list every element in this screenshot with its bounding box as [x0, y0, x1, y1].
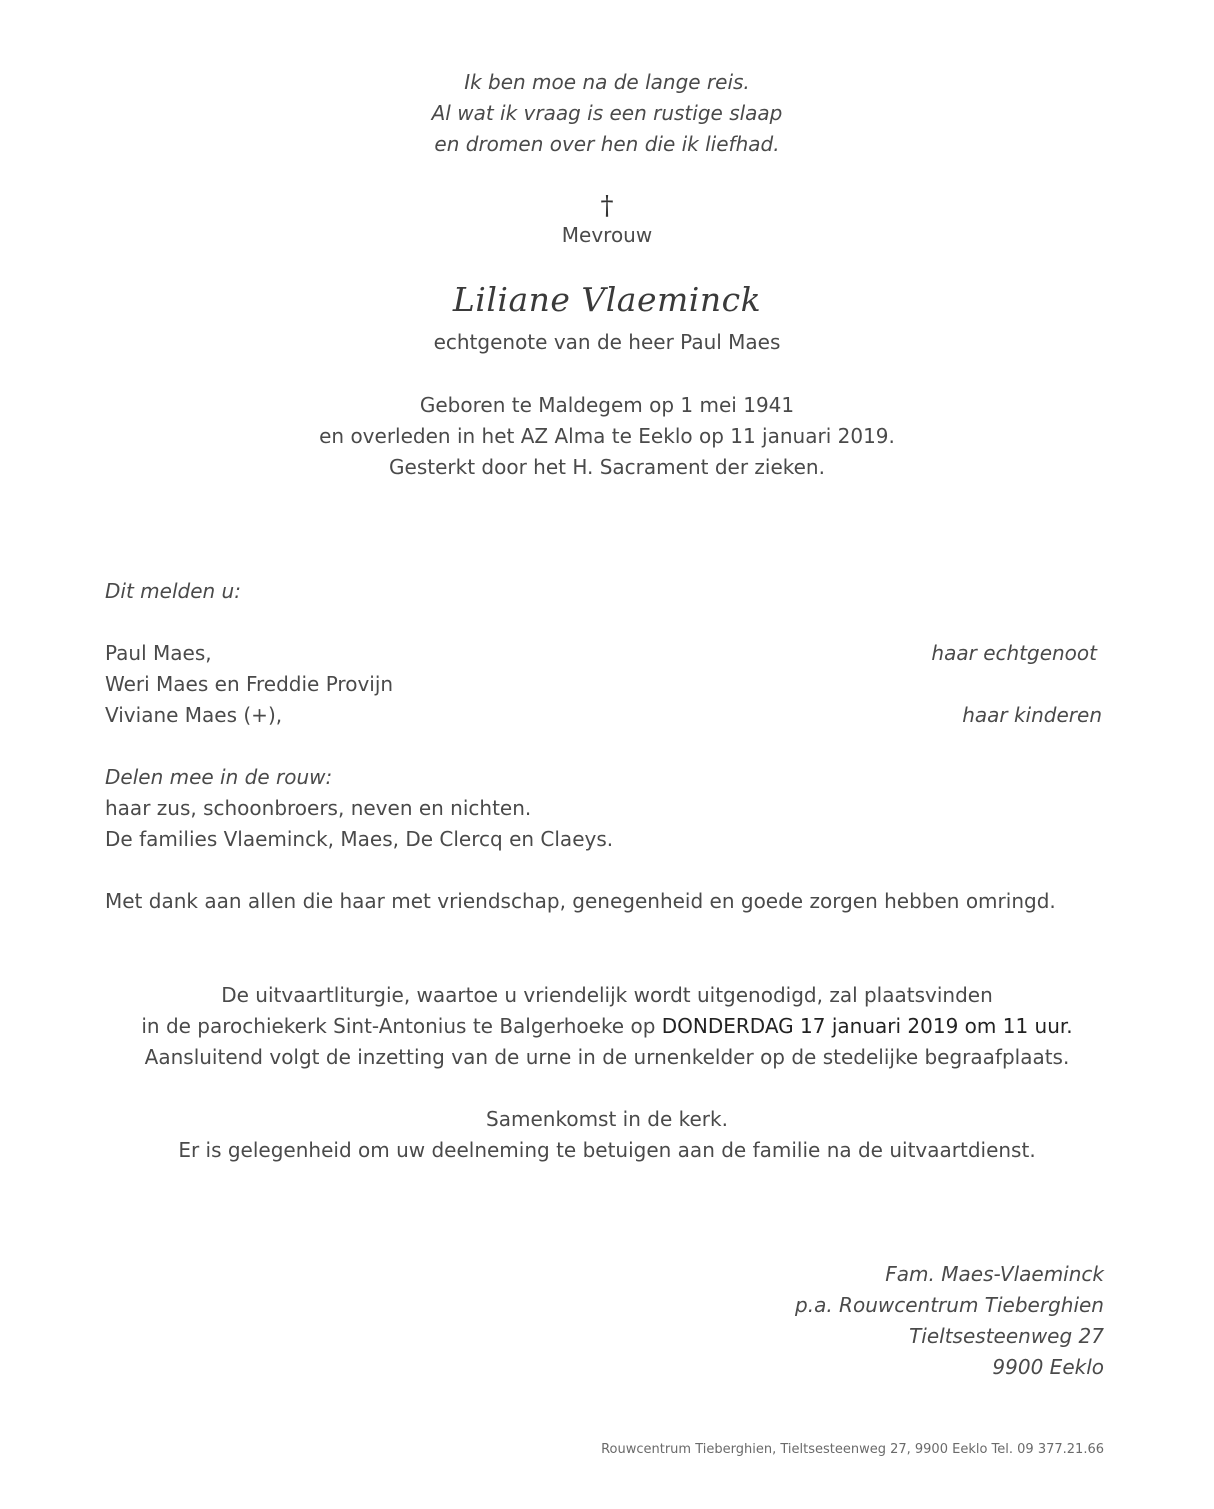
gathering-line: Er is gelegenheid om uw deelneming te betuigen aan de familie na de uitvaartdienst.	[178, 1138, 1036, 1162]
family-relation: haar kinderen	[962, 703, 1102, 727]
life-details	[0, 390, 1214, 483]
funeral-location: in de parochiekerk Sint-Antonius te Balgerhoeke op	[141, 1014, 662, 1038]
poem-line: Ik ben moe na de lange reis.	[464, 70, 750, 94]
signature-line: p.a. Rouwcentrum Tieberghien	[795, 1293, 1104, 1317]
cross-icon: †	[600, 191, 614, 221]
funeral-line: Aansluitend volgt de inzetting van de urne in de urnenkelder op de stedelijke begraafplaats.	[144, 1045, 1070, 1069]
poem-line: Al wat ik vraag is een rustige slaap	[431, 101, 783, 125]
family-member: Paul Maes,	[105, 641, 212, 665]
mourning-line: haar zus, schoonbroers, neven en nichten.	[105, 796, 532, 820]
signature-line: 9900 Eeklo	[992, 1355, 1104, 1379]
funeral-home-footer: Rouwcentrum Tieberghien, Tieltsesteenweg 27, 9900 Eeklo Tel. 09 377.21.66	[601, 1442, 1104, 1457]
poem	[0, 67, 1214, 160]
funeral-line	[0, 1011, 1214, 1042]
funeral-details	[0, 980, 1214, 1073]
deceased-name: Liliane Vlaeminck	[452, 280, 762, 319]
signature-line: Fam. Maes-Vlaeminck	[885, 1262, 1104, 1286]
family-row	[105, 638, 1105, 669]
family-row	[105, 669, 1105, 700]
mourning-line: De families Vlaeminck, Maes, De Clercq en Claeys.	[105, 827, 614, 851]
family-member: Weri Maes en Freddie Provijn	[105, 672, 394, 696]
honorific-title: Mevrouw	[561, 223, 653, 247]
funeral-date: DONDERDAG 17 januari 2019 om 11 uur.	[661, 1014, 1073, 1038]
announcement-intro	[105, 576, 1105, 607]
spouse-line: echtgenote van de heer Paul Maes	[433, 330, 781, 354]
thanks-line: Met dank aan allen die haar met vriendschap, genegenheid en goede zorgen hebben omringd.	[105, 889, 1056, 913]
thanks-section	[105, 886, 1105, 917]
mourning-section	[105, 762, 1105, 855]
gathering-line: Samenkomst in de kerk.	[486, 1107, 728, 1131]
signature-line: Tieltsesteenweg 27	[909, 1324, 1104, 1348]
gathering-details	[0, 1104, 1214, 1166]
family-signature	[795, 1259, 1104, 1383]
announcement-intro-text: Dit melden u:	[105, 579, 241, 603]
funeral-line: De uitvaartliturgie, waartoe u vriendelijk wordt uitgenodigd, zal plaatsvinden	[221, 983, 993, 1007]
poem-line: en dromen over hen die ik liefhad.	[434, 132, 780, 156]
family-member: Viviane Maes (+),	[105, 703, 283, 727]
mourning-intro: Delen mee in de rouw:	[105, 765, 333, 789]
sacrament-line: Gesterkt door het H. Sacrament der zieken.	[389, 455, 825, 479]
birth-line: Geboren te Maldegem op 1 mei 1941	[419, 393, 795, 417]
death-line: en overleden in het AZ Alma te Eeklo op 11 januari 2019.	[319, 424, 895, 448]
family-row	[105, 700, 1105, 731]
family-list	[105, 638, 1105, 731]
family-relation: haar echtgenoot	[931, 641, 1097, 665]
